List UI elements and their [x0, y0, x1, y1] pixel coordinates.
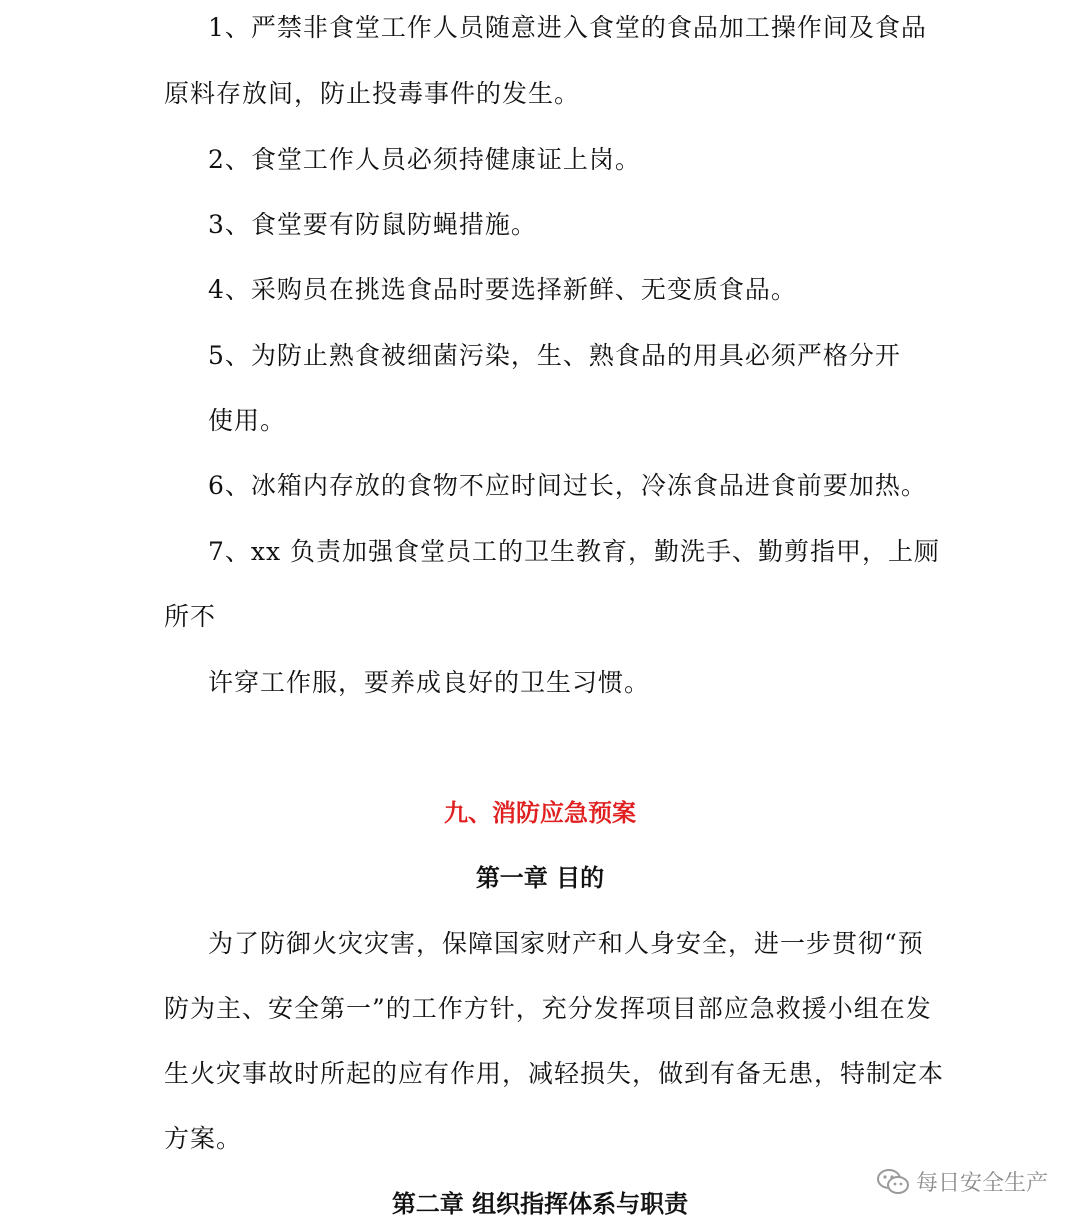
wechat-icon: [876, 1168, 910, 1196]
chapter-1-text-line-2: 防为主、安全第一”的工作方针，充分发挥项目部应急救援小组在发: [164, 994, 932, 1023]
chapter-1-text-line-1: 为了防御火灾灾害，保障国家财产和人身安全，进一步贯彻“预: [208, 929, 924, 958]
rule-2: 2、食堂工作人员必须持健康证上岗。: [208, 145, 641, 174]
rule-5-line-2: 使用。: [208, 406, 287, 435]
rule-7-line-1: 7、xx 负责加强食堂员工的卫生教育，勤洗手、勤剪指甲，上厕: [208, 537, 941, 566]
rule-3: 3、食堂要有防鼠防蝇措施。: [208, 210, 537, 239]
rule-5-line-1: 5、为防止熟食被细菌污染，生、熟食品的用具必须严格分开: [208, 341, 901, 370]
rule-7-line-3: 许穿工作服，要养成良好的卫生习惯。: [208, 668, 651, 697]
section-title: 九、消防应急预案: [444, 799, 636, 827]
rule-6: 6、冰箱内存放的食物不应时间过长，冷冻食品进食前要加热。: [208, 471, 927, 500]
chapter-2-title: 第二章 组织指挥体系与职责: [391, 1190, 689, 1218]
rule-4: 4、采购员在挑选食品时要选择新鲜、无变质食品。: [208, 275, 797, 304]
rule-7-line-2: 所不: [164, 602, 217, 631]
chapter-1-text-line-3: 生火灾事故时所起的应有作用，减轻损失，做到有备无患，特制定本: [164, 1059, 945, 1088]
rule-1-line-1: 1、严禁非食堂工作人员随意进入食堂的食品加工操作间及食品: [208, 13, 927, 42]
watermark-text: 每日安全生产: [915, 1171, 1048, 1196]
chapter-1-text-line-4: 方案。: [164, 1124, 243, 1153]
watermark: [876, 1166, 1048, 1197]
rule-1-line-2: 原料存放间，防止投毒事件的发生。: [164, 79, 581, 108]
chapter-1-title: 第一章 目的: [475, 864, 605, 892]
